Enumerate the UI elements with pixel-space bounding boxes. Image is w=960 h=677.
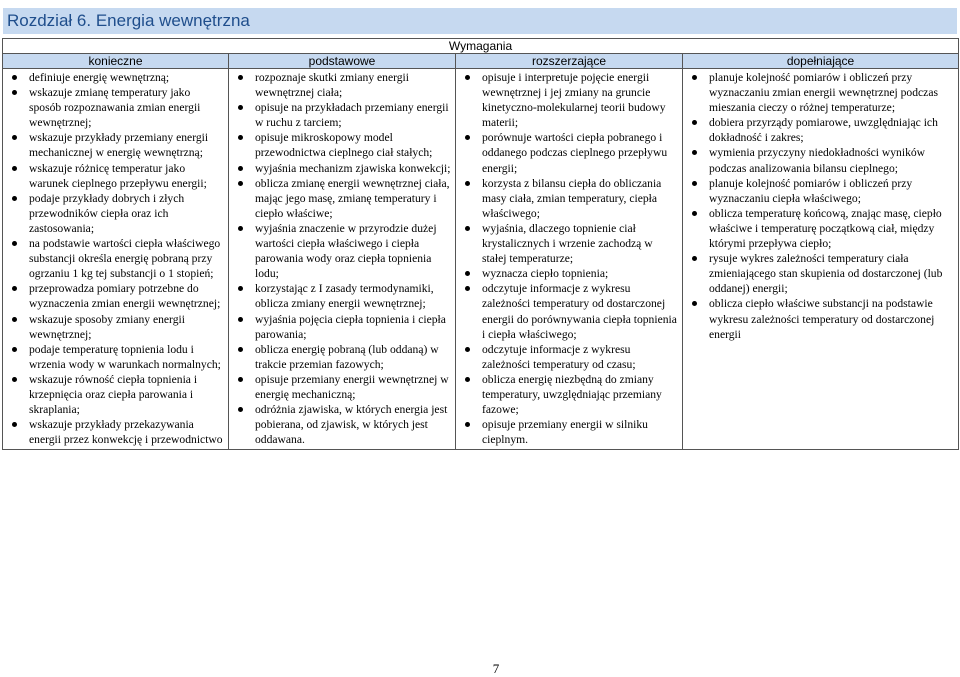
requirement-item: podaje temperaturę topnienia lodu i wrzenia wody w warunkach normalnych; <box>29 342 224 372</box>
requirement-item: opisuje na przykładach przemiany energii w ruchu z tarciem; <box>255 100 451 130</box>
requirement-item: wyjaśnia pojęcia ciepła topnienia i ciepła parowania; <box>255 312 451 342</box>
level-header-konieczne: konieczne <box>3 54 229 69</box>
requirement-item: oblicza temperaturę końcową, znając masę, ciepło właściwe i temperaturę początkową ciał, między którymi przepływa ciepło; <box>709 206 954 251</box>
requirement-item: wyjaśnia mechanizm zjawiska konwekcji; <box>255 161 451 175</box>
requirement-item: opisuje i interpretuje pojęcie energii wewnętrznej i jej zmiany na gruncie kinetyczno-molekularnej teorii budowy materii; <box>482 70 678 130</box>
requirement-item: odczytuje informacje z wykresu zależności temperatury od dostarczonej energii do porównywania ciepła topnienia i ciepła właściwego; <box>482 282 677 341</box>
requirement-item: wskazuje zmianę temperatury jako sposób rozpoznawania zmian energii wewnętrznej; <box>29 85 224 130</box>
requirement-item: definiuje energię wewnętrzną; <box>29 70 224 85</box>
level-header-podstawowe: podstawowe <box>229 54 456 69</box>
column-rozszerzajace <box>456 69 683 450</box>
requirement-item: korzysta z bilansu ciepła do obliczania masy ciała, zmian temperatury, ciepła właściwego; <box>482 176 678 221</box>
requirement-item: wskazuje sposoby zmiany energii wewnętrznej; <box>29 312 224 342</box>
requirements-list <box>3 69 228 449</box>
requirement-item: oblicza zmianę energii wewnętrznej ciała, mając jego masę, zmianę temperatury i ciepło właściwe; <box>255 176 450 220</box>
requirement-item: korzystając z I zasady termodynamiki, oblicza zmiany energii wewnętrznej; <box>255 281 451 311</box>
requirement-item: odczytuje informacje z wykresu zależności temperatury od czasu; <box>482 342 678 372</box>
page-number: 7 <box>492 661 500 676</box>
chapter-title: Rozdział 6. Energia wewnętrzna <box>3 8 957 34</box>
requirement-item: wyjaśnia znaczenie w przyrodzie dużej wartości ciepła właściwego i ciepła parowania wody oraz ciepła topnienia lodu; <box>255 221 451 281</box>
level-header-dopelniajace: dopełniające <box>683 54 959 69</box>
requirements-list <box>683 69 958 344</box>
requirement-item: opisuje przemiany energii wewnętrznej w energię mechaniczną; <box>255 372 451 402</box>
requirement-item: wyznacza ciepło topnienia; <box>482 266 678 281</box>
requirement-item: oblicza energię niezbędną do zmiany temperatury, uwzględniając przemiany fazowe; <box>482 372 678 417</box>
requirements-header: Wymagania <box>3 39 959 54</box>
requirement-item: wskazuje różnicę temperatur jako warunek cieplnego przepływu energii; <box>29 161 224 191</box>
requirement-item: planuje kolejność pomiarów i obliczeń przy wyznaczaniu zmian energii wewnętrznej podczas mieszania cieczy o różnej temperaturze; <box>709 70 954 115</box>
column-konieczne <box>3 69 229 450</box>
requirement-item: przeprowadza pomiary potrzebne do wyznaczenia zmian energii wewnętrznej; <box>29 281 224 311</box>
requirement-item: dobiera przyrządy pomiarowe, uwzględniając ich dokładność i zakres; <box>709 115 954 145</box>
requirement-item: wskazuje przykłady przekazywania energii przez konwekcję i przewodnictwo <box>29 418 223 447</box>
requirements-list <box>456 69 682 449</box>
requirement-item: wyjaśnia, dlaczego topnienie ciał krystalicznych i wrzenie zachodzą w stałej temperaturze; <box>482 221 678 266</box>
requirement-item: odróżnia zjawiska, w których energia jest pobierana, od zjawisk, w których jest oddawana. <box>255 402 451 447</box>
requirement-item: na podstawie wartości ciepła właściwego substancji określa energię pobraną przy ogrzaniu 1 kg tej substancji o 1 stopień; <box>29 236 224 281</box>
requirements-table <box>2 38 959 450</box>
requirement-item: rysuje wykres zależności temperatury ciała zmieniającego stan skupienia od dostarczonej (lub oddanej) energii; <box>709 251 954 296</box>
requirement-item: wskazuje równość ciepła topnienia i krzepnięcia oraz ciepła parowania i skraplania; <box>29 372 224 417</box>
column-podstawowe <box>229 69 456 450</box>
requirement-item: wskazuje przykłady przemiany energii mechanicznej w energię wewnętrzną; <box>29 130 224 160</box>
requirement-item: opisuje przemiany energii w silniku cieplnym. <box>482 417 678 447</box>
column-dopelniajace <box>683 69 959 450</box>
requirement-item: rozpoznaje skutki zmiany energii wewnętrznej ciała; <box>255 70 451 100</box>
requirement-item: porównuje wartości ciepła pobranego i oddanego podczas cieplnego przepływu energii; <box>482 130 678 175</box>
requirement-item: oblicza energię pobraną (lub oddaną) w trakcie przemian fazowych; <box>255 342 451 372</box>
requirement-item: oblicza ciepło właściwe substancji na podstawie wykresu zależności temperatury od dostarczonej energii <box>709 296 954 341</box>
requirement-item: wymienia przyczyny niedokładności wyników podczas analizowania bilansu cieplnego; <box>709 145 954 175</box>
requirement-item: planuje kolejność pomiarów i obliczeń przy wyznaczaniu ciepła właściwego; <box>709 176 954 206</box>
requirement-item: podaje przykłady dobrych i złych przewodników ciepła oraz ich zastosowania; <box>29 191 224 236</box>
level-header-rozszerzajace: rozszerzające <box>456 54 683 69</box>
requirement-item: opisuje mikroskopowy model przewodnictwa cieplnego ciał stałych; <box>255 130 451 160</box>
requirements-list <box>229 69 455 449</box>
